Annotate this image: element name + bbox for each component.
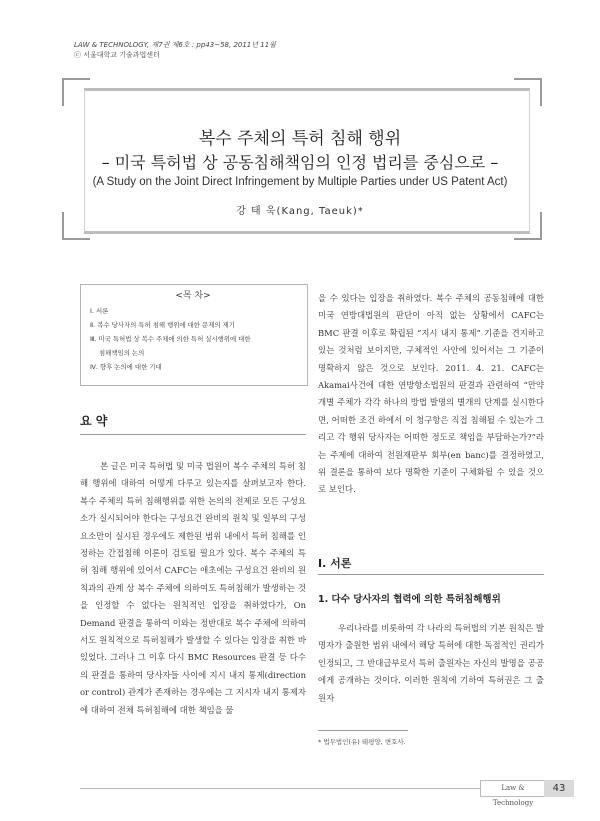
toc-item: Ⅱ. 복수 당사자의 특허 침해 행위에 대한 문제의 제기 [90,321,235,329]
author-line: 강 태 욱(Kang, Taeuk)* [236,206,364,217]
body-paragraph: 우리나라를 비롯하여 각 나라의 특허법의 기본 원칙은 발명자가 출원한 범위 내에서 해당 특허에 대한 독점적인 권리가 인정되고, 그 반대급부로서 특허 출원자는 자신의 발명을 공공에게 공개하는 것이다. 이러한 원칙에 기하여 특허권은 그 출원자 [318,623,544,703]
footnote-divider [318,730,408,731]
toc-heading: <목 차> [175,291,211,301]
toc-item: Ⅳ. 향후 논의에 대한 기대 [90,363,162,371]
section-heading: Ⅰ. 서론 [318,557,352,570]
footnote: * 법무법인(유) 태평양, 변호사. [318,738,406,746]
journal-citation: LAW & TECHNOLOGY, 제7권 제6호 : pp43~58, 2011년 11월 [74,41,276,49]
footer-divider [80,788,480,789]
section-divider [318,574,544,575]
abstract-text: 본 글은 미국 특허법 및 미국 법원이 복수 주체의 특허 침해 행위에 대하여 어떻게 다루고 있는지를 살펴보고자 한다. 복수 주체의 특허 침해행위를 위한 논의의 전제로 모든 구성요소가 실시되어야 한다는 구성요건 완비의 원칙 및 일부의 구성요소만이 실시된 경우에도 제한된 범위 내에서 특허 침해를 인정하는 간접침해 이론이 검토될 필요가 있다. 복수 주체의 특허 침해 행위에 있어서 CAFC는 애초에는 구성요건 완비의 원칙과의 관계 상 복수 주체에 의하여도 특허침해가 발생하는 것을 인정할 수 없다는 원칙적인 입장을 취하였다가, On Demand 판결을 통하여 이와는 정반대로 복수 주체에 의하여서도 원칙적으로 특허침해가 발생할 수 있다는 입장을 취한 바 있었다. 그러나 그 이후 다시 BMC Resources 판결 등 다수의 판결을 통하여 당사자들 사이에 지시 내지 통제(direction or control) 관계가 존재하는 경우에는 그 지시자 내지 통제자에 대하여 전체 특허침해에 대한 책임을 물 [80,461,306,715]
paper-subtitle: – 미국 특허법 상 공동침해책임의 인정 법리를 중심으로 – [101,153,499,172]
abstract-divider [80,434,306,435]
paper-title: 복수 주체의 특허 침해 행위 [198,129,402,149]
toc-item: Ⅲ. 미국 특허법 상 복수 주체에 의한 특허 실시행위에 대한 [90,335,251,343]
toc-list [90,304,300,374]
body-paragraph: 을 수 있다는 입장을 취하였다. 복수 주체의 공동침해에 대한 미국 연방대법원의 판단이 아직 없는 상황에서 CAFC는 BMC 판결 이후로 확립된 “지시 내지 통제” 기준을 견지하고 있는 것처럼 보이지만, 구체적인 사안에 있어서는 그 기준이 명확하지 않은 것으로 보인다. 2011. 4. 21. CAFC는 Akamai사건에 대한 연방항소법원의 판결과 관련하여 “만약 개별 주체가 각각 하나의 방법 발명의 별개의 단계를 실시한다면, 어떠한 조건 하에서 이 청구항은 직접 침해될 수 있는가 그리고 각 행위 당사자는 어떠한 정도로 책임을 부담하는가?”라는 주제에 대하여 전원재판부 회부(en banc)를 결정하였고, 위 결론을 통하여 보다 명확한 기준이 구체화될 수 있을 것으로 보인다. [318,293,544,495]
paper-english-title: (A Study on the Joint Direct Infringement by Multiple Parties under US Patent Act) [92,176,508,188]
page-number: 43 [544,780,574,797]
journal-header [74,40,276,60]
subsection-heading: 1. 다수 당사자의 협력에 의한 특허침해행위 [318,594,501,605]
copyright-line: ⓒ 서울대학교 기술과법센터 [74,51,160,59]
abstract-heading: 요 약 [80,414,108,428]
toc-item: 침해책임의 논의 [99,349,145,357]
footer-journal-name: Law & Technology [480,780,546,797]
toc-item: Ⅰ. 서론 [90,307,109,315]
